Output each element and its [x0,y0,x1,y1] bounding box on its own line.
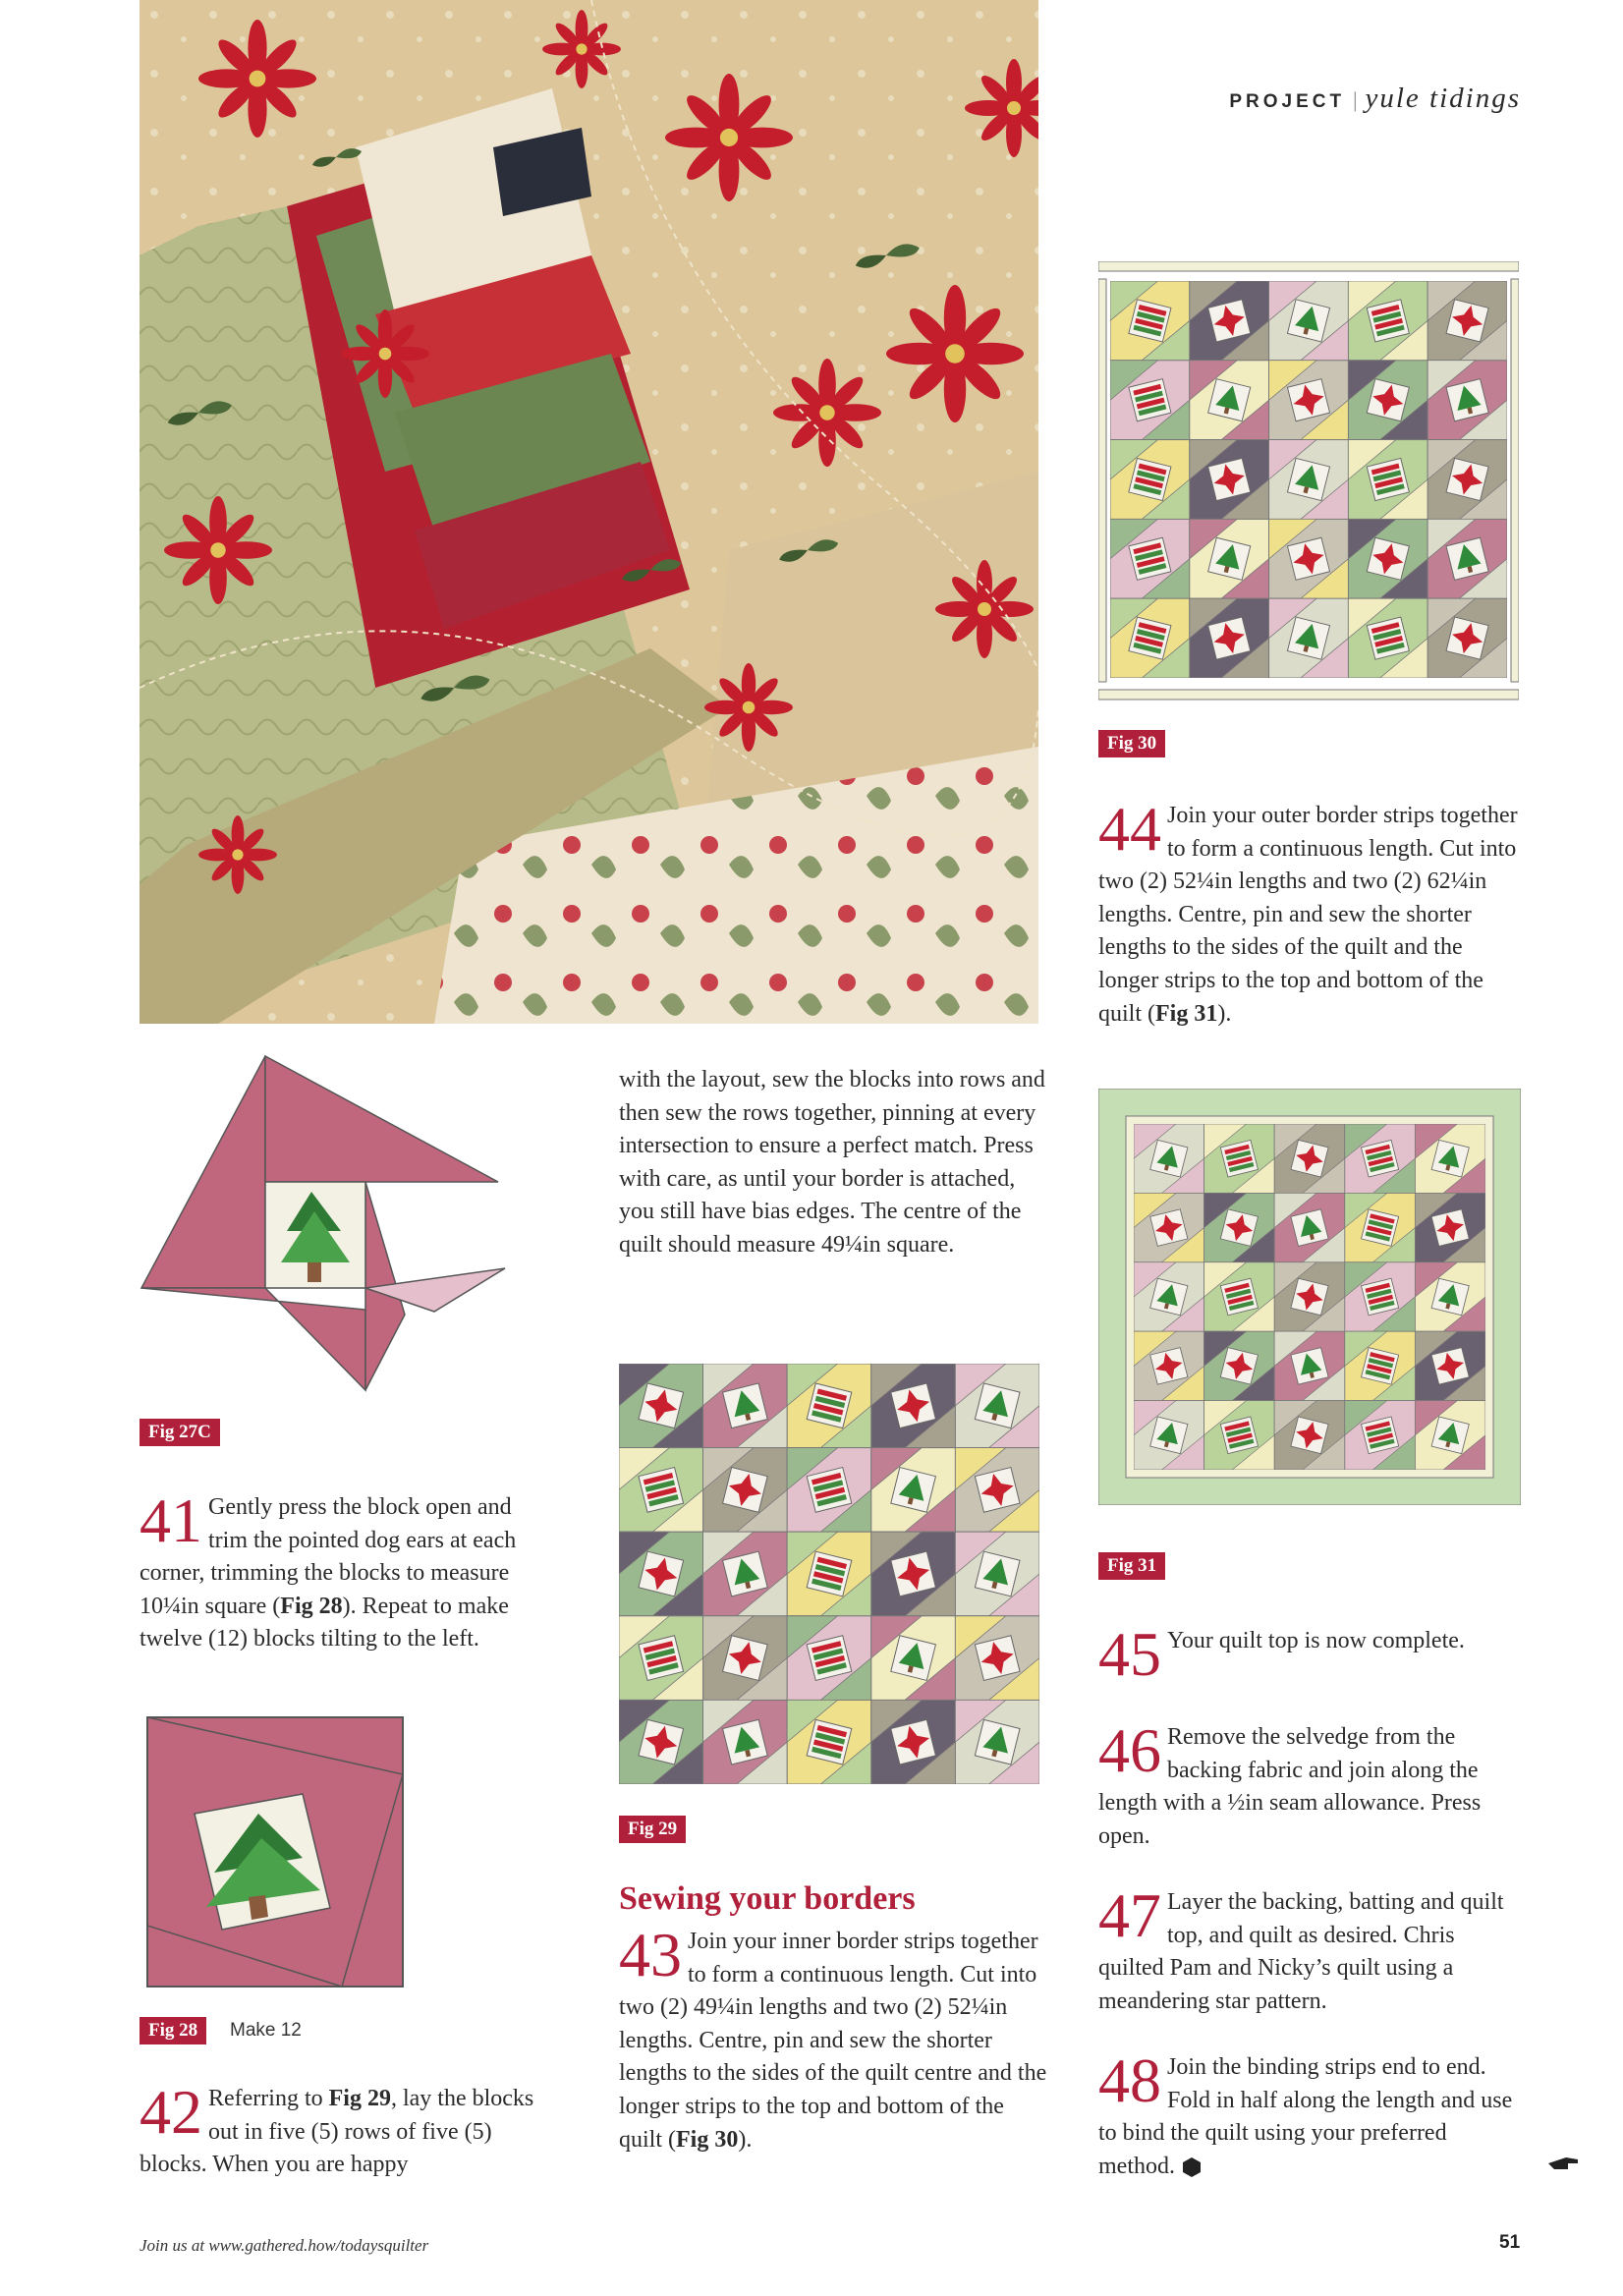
step-42 [140,2077,540,2182]
step-44 [1098,794,1521,1031]
page-number: 51 [1499,2232,1521,2253]
header-separator: | [1353,87,1358,112]
step-42-text: , lay the blocks out in five (5) rows of five (5) blocks. When you are happy [140,2086,534,2178]
section-subhead: Sewing your borders [619,1880,916,1917]
fig-27c-diagram [140,1054,523,1393]
end-mark-icon [1181,2156,1203,2178]
step-42-figure-ref: Fig 29 [328,2086,391,2111]
make-note: Make 12 [230,2020,302,2041]
step-43-text: Join your inner border strips together to form a continuous length. Cut into two (2) 49¼in lengths and two (2) 52¼in lengths. Centre, pin and sew the shorter lengths to the sides of the quilt centre and the longer strips to the top and bottom of the quilt ( [619,1929,1047,2153]
step-43 [619,1920,1051,2156]
step-47 [1098,1880,1521,2018]
fig-29-diagram [619,1364,1039,1784]
step-number: 43 [619,1920,682,1989]
step-41-text: Gently press the block open and trim the pointed dog ears at each corner, trimming the blocks to measure 10¼in square ( [140,1494,517,1619]
quilt-photo [140,0,1038,1024]
fig-30-diagram [1098,261,1519,703]
step-number: 46 [1098,1715,1161,1785]
step-45-text: Your quilt top is now complete. [1167,1628,1465,1653]
step-number: 48 [1098,2045,1161,2115]
step-44-figure-ref: Fig 31 [1155,1000,1218,1027]
step-number: 41 [140,1485,202,1555]
step-number: 45 [1098,1619,1161,1689]
step-43-text-tail: ). [738,2126,753,2153]
step-42-continued: with the layout, sew the blocks into rows and then sew the rows together, pinning at every intersection to ensure a perfect match. Press with care, as until your border is attached, you still have bias edges. The centre of the quilt should measure 49¼in square. [619,1067,1045,1258]
project-title: yule tidings [1365,83,1521,114]
fig-28-diagram [145,1715,405,1988]
step-number: 42 [140,2077,202,2147]
step-number: 44 [1098,794,1161,864]
step-44-text-tail: ). [1217,1000,1232,1027]
step-41-figure-ref: Fig 28 [280,1593,343,1619]
section-label: PROJECT [1229,91,1346,112]
step-45 [1098,1619,1521,1689]
fig-31-diagram [1098,1089,1521,1505]
step-43-figure-ref: Fig 30 [676,2126,739,2153]
fig-29-label: Fig 29 [619,1816,686,1843]
step-41-text-tail: ). Repeat to make twelve (12) blocks tilting to the left. [140,1593,509,1652]
fig-31-label: Fig 31 [1098,1552,1165,1580]
step-48 [1098,2045,1521,2183]
step-42-text-pre: Referring to [208,2086,329,2111]
fig-30-label: Fig 30 [1098,730,1165,757]
fig-27c-label: Fig 27C [140,1419,220,1446]
step-46-text: Remove the selvedge from the backing fabric and join along the length with a ½in seam allowance. Press open. [1098,1724,1482,1849]
pointing-hand-icon [1546,2152,1580,2175]
running-header [1229,83,1521,115]
step-47-text: Layer the backing, batting and quilt top, and quilt as desired. Chris quilted Pam and Nicky’s quilt using a meandering star pattern. [1098,1889,1504,2014]
step-number: 47 [1098,1880,1161,1950]
fig-28-label: Fig 28 [140,2017,206,2044]
step-44-text: Join your outer border strips together to form a continuous length. Cut into two (2) 52¼in lengths and two (2) 62¼in lengths. Centre, pin and sew the shorter lengths to the sides of the quilt and the longer strips to the top and bottom of the quilt ( [1098,803,1518,1027]
footer-url: Join us at www.gathered.how/todaysquilter [140,2236,429,2255]
step-48-text: Join the binding strips end to end. Fold in half along the length and use to bind the quilt using your preferred method. [1098,2054,1513,2179]
step-41 [140,1485,540,1656]
step-46 [1098,1715,1521,1853]
